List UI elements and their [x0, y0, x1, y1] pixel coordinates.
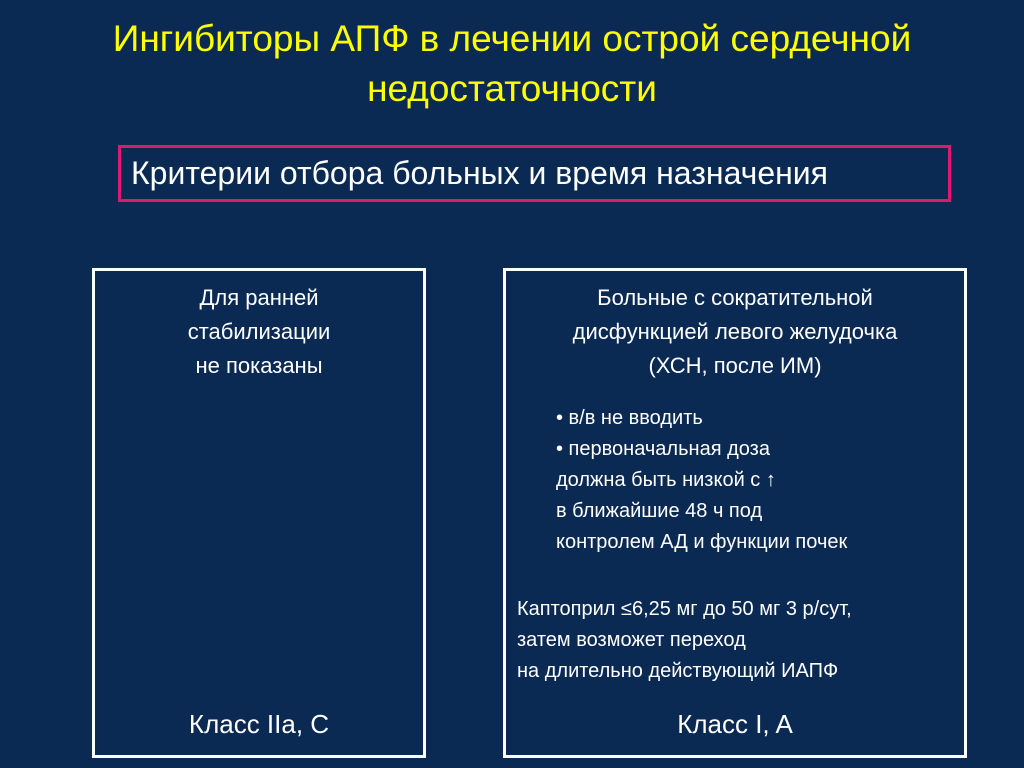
subtitle-text: Критерии отбора больных и время назначения: [131, 155, 828, 191]
bullet-line-1: • в/в не вводить: [556, 407, 703, 429]
bullet-line-4: в ближайшие 48 ч под: [556, 500, 763, 522]
bullet-line-5: контролем АД и функции почек: [556, 531, 848, 553]
right-panel-heading: [506, 281, 964, 383]
dose-line-1: Каптоприл ≤6,25 мг до 50 мг 3 р/сут,: [517, 598, 852, 620]
right-heading-line-3: (ХСН, после ИМ): [648, 353, 822, 378]
left-class-label: Класс IIa, C: [188, 709, 330, 739]
slide-title-line-2: недостаточности: [367, 68, 657, 109]
right-heading-line-1: Больные с сократительной: [597, 285, 873, 310]
dose-text: [517, 594, 852, 687]
dose-line-3: на длительно действующий ИАПФ: [517, 660, 839, 682]
dose-line-2: затем возможет переход: [517, 629, 746, 651]
left-panel: [92, 268, 426, 758]
left-panel-heading: [95, 281, 423, 383]
subtitle-box: [118, 145, 951, 202]
left-heading-line-1: Для ранней: [199, 285, 319, 310]
left-heading-line-3: не показаны: [195, 353, 323, 378]
right-class-label: Класс I, A: [677, 709, 793, 739]
slide-title: [0, 14, 1024, 114]
bullet-line-3: должна быть низкой с ↑: [556, 469, 776, 491]
right-bullet-list: [556, 403, 847, 558]
right-panel: [503, 268, 967, 758]
left-heading-line-2: стабилизации: [187, 319, 331, 344]
right-heading-line-2: дисфункцией левого желудочка: [572, 319, 898, 344]
slide-title-line-1: Ингибиторы АПФ в лечении острой сердечной: [112, 18, 912, 59]
bullet-line-2: • первоначальная доза: [556, 438, 770, 460]
